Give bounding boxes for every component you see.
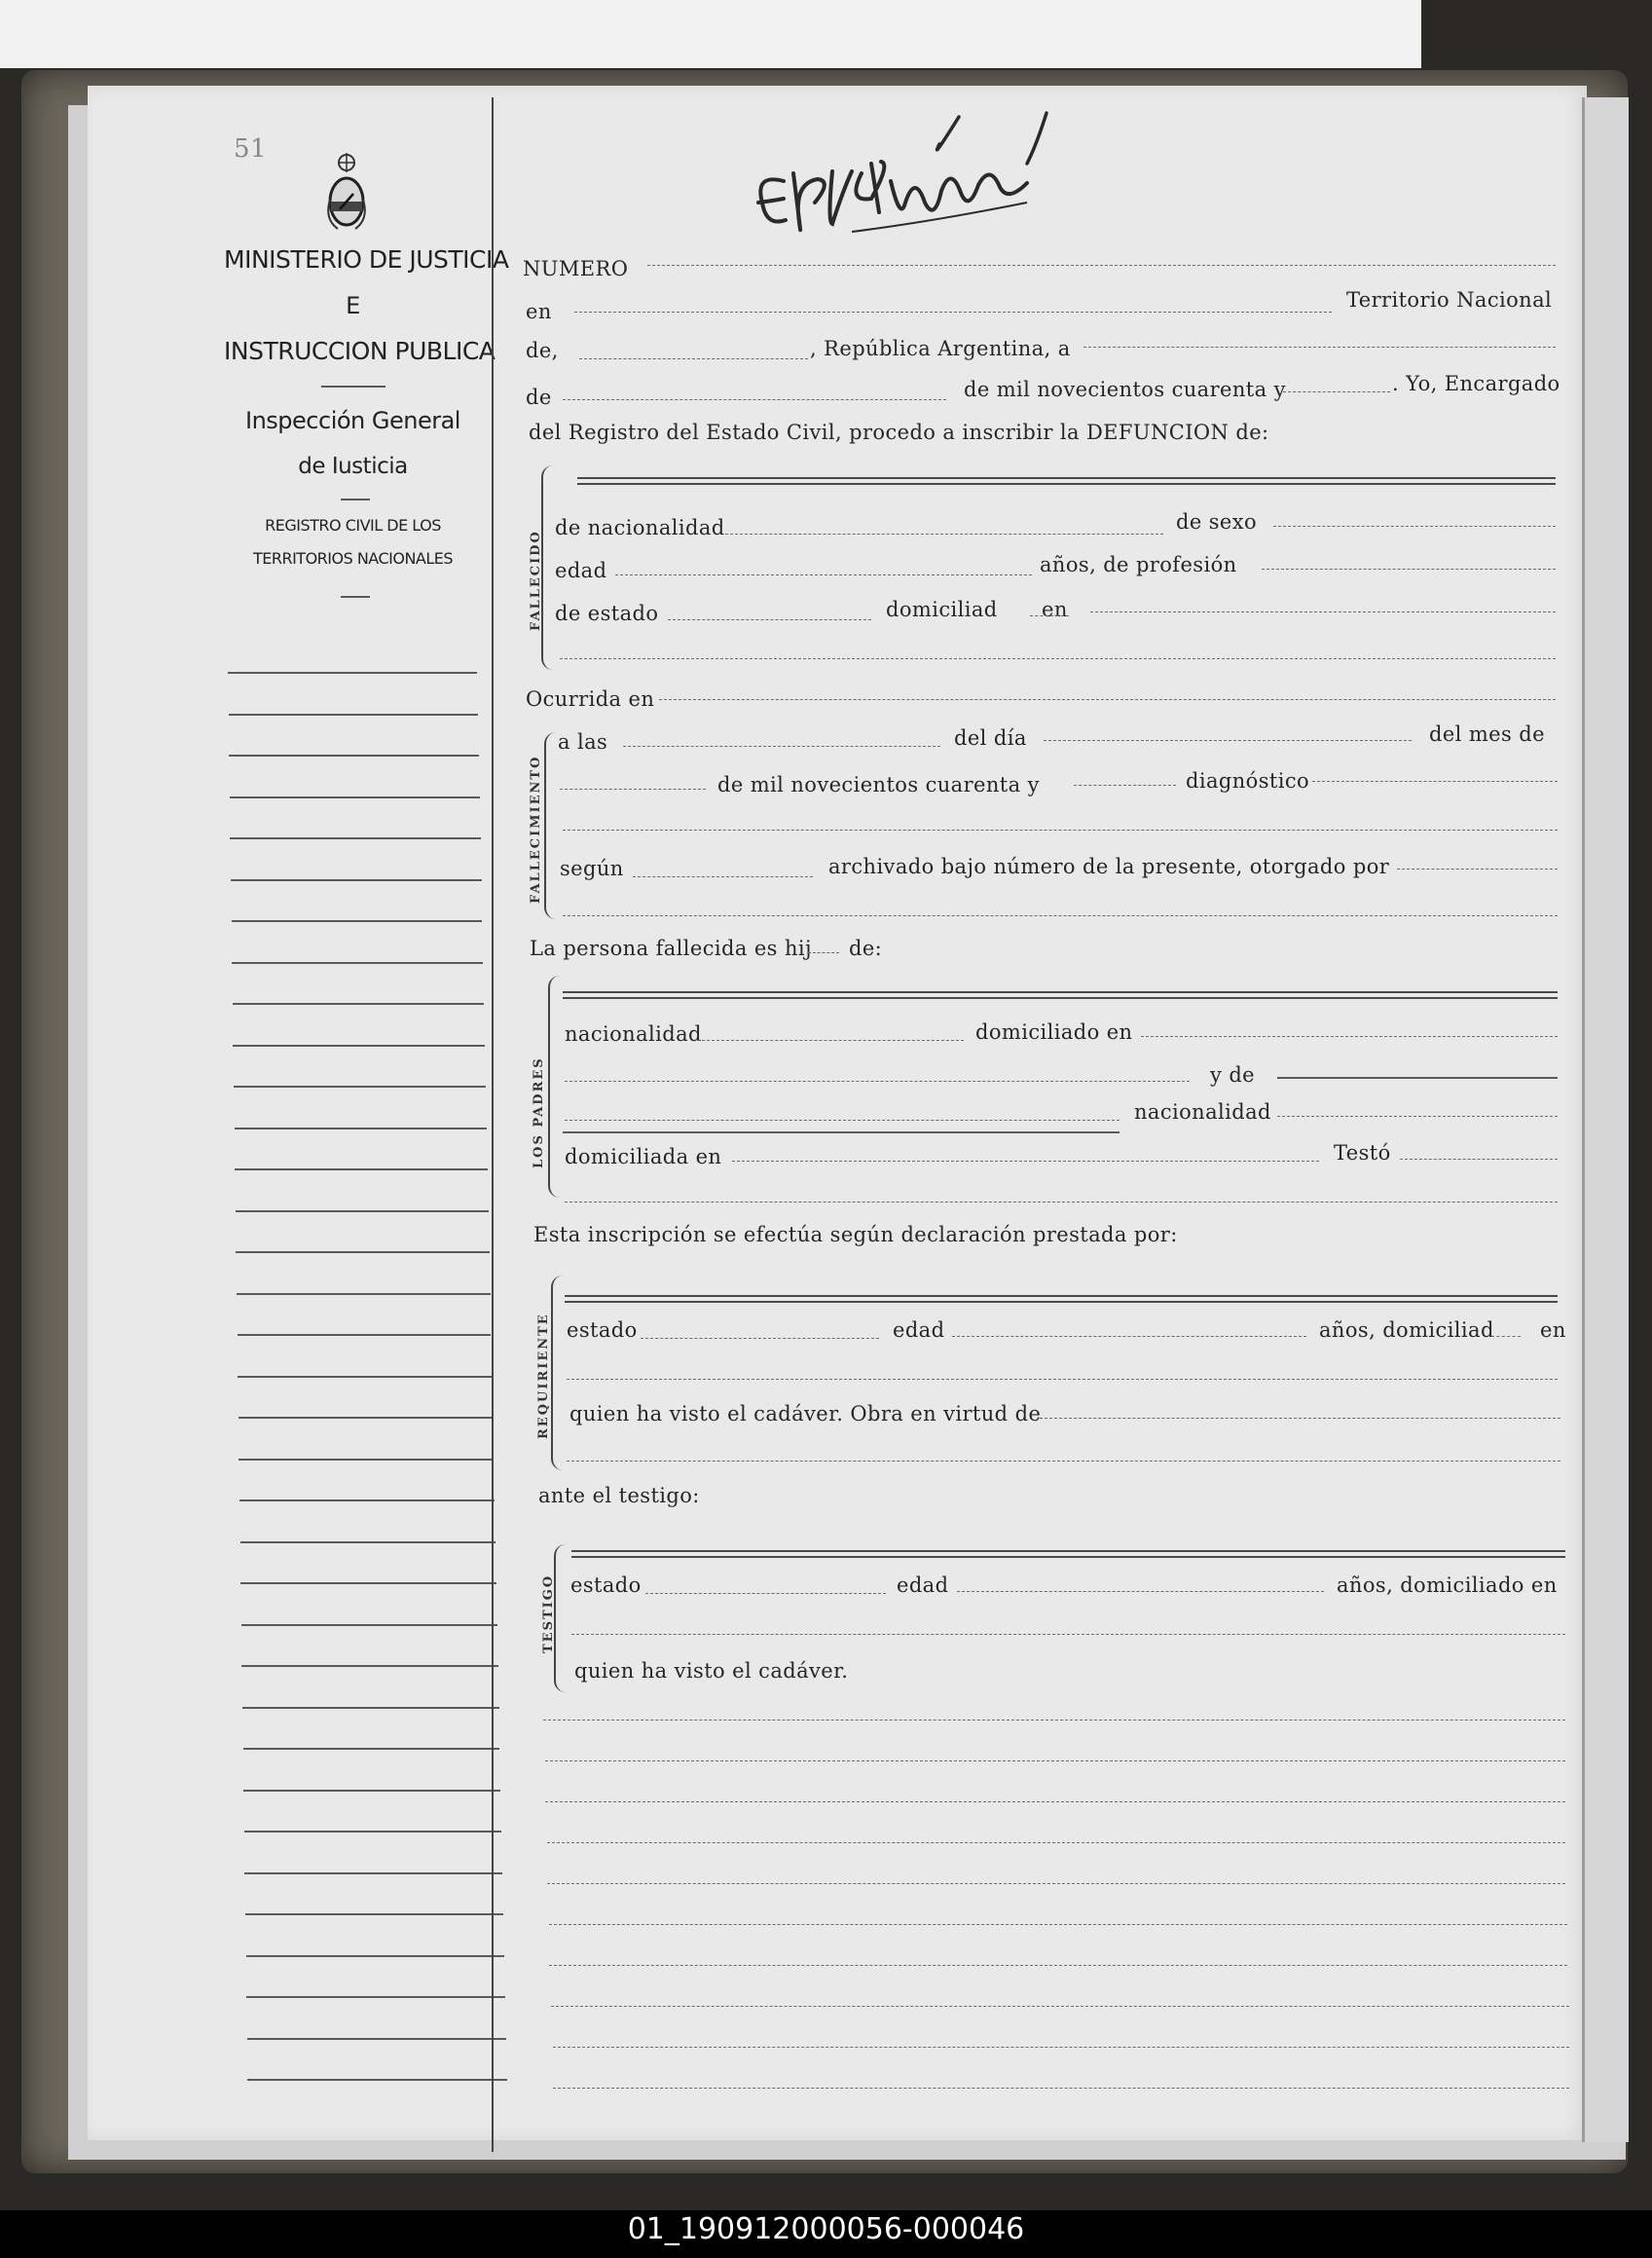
fill-line — [1040, 1418, 1560, 1419]
de-mil-label: de mil novecientos cuarenta y — [717, 773, 1040, 796]
fill-line — [551, 2006, 1569, 2007]
quien-ha-visto-label: quien ha visto el cadáver. — [574, 1659, 849, 1683]
margin-line — [233, 1045, 485, 1047]
fill-line — [545, 1760, 1565, 1761]
testo-label: Testó — [1334, 1141, 1391, 1165]
handwritten-signature — [735, 105, 1076, 261]
en-label: en — [526, 300, 552, 323]
fill-line — [574, 312, 1332, 313]
fill-line — [571, 1550, 1565, 1558]
fill-line — [659, 699, 1556, 700]
margin-line — [236, 1251, 489, 1253]
margin-line — [241, 1665, 497, 1667]
margin-line — [230, 837, 480, 839]
fill-line — [577, 477, 1556, 485]
fill-line — [1083, 347, 1556, 348]
de-estado-label: de estado — [555, 602, 659, 625]
divider-rule — [341, 596, 370, 598]
section-label-requiriente: REQUIRIENTE — [536, 1313, 551, 1439]
fill-line — [547, 1883, 1565, 1884]
territorio-label: Territorio Nacional — [1346, 288, 1553, 312]
fill-line — [1141, 1036, 1558, 1037]
fill-line — [1277, 1116, 1558, 1117]
numero-label: NUMERO — [523, 257, 629, 280]
divider-rule — [321, 386, 385, 388]
fill-line — [1277, 1077, 1558, 1079]
yo-encargado-label: . Yo, Encargado — [1392, 372, 1560, 395]
segun-label: según — [560, 857, 624, 880]
margin-line — [229, 755, 479, 757]
margin-line — [230, 796, 480, 798]
fill-line — [623, 746, 940, 747]
domiciliado-en-label: domiciliado en — [975, 1020, 1133, 1044]
margin-line — [232, 962, 483, 964]
column-divider — [492, 97, 494, 2152]
fill-line — [1491, 1336, 1521, 1337]
fill-line — [1074, 785, 1176, 786]
page-number: 51 — [234, 134, 267, 164]
de-mil-label: de mil novecientos cuarenta y — [964, 378, 1286, 401]
fill-line — [697, 1040, 964, 1041]
fill-line — [725, 534, 1163, 535]
fill-line — [1044, 740, 1412, 741]
fill-line — [563, 1131, 1120, 1133]
margin-line — [241, 1624, 497, 1626]
domiciliad-label: domiciliad — [886, 598, 998, 621]
registry-line2: TERRITORIOS NACIONALES — [252, 549, 454, 568]
fill-line — [952, 1336, 1306, 1337]
fill-line — [563, 399, 946, 400]
ministry-line3: INSTRUCCION PUBLICA — [224, 337, 496, 365]
republica-label: , República Argentina, a — [810, 337, 1071, 360]
fill-line — [579, 358, 808, 359]
section-label-los-padres: LOS PADRES — [532, 1056, 546, 1168]
anos-profesion-label: años, de profesión — [1040, 553, 1237, 576]
de-sexo-label: de sexo — [1176, 510, 1258, 534]
fill-line — [565, 1295, 1558, 1303]
fill-line — [615, 574, 1032, 575]
margin-line — [234, 1086, 486, 1088]
section-label-fallecido: FALLECIDO — [529, 530, 543, 631]
estado-label: estado — [567, 1318, 638, 1342]
margin-line — [237, 1293, 491, 1295]
margin-line — [244, 1872, 502, 1874]
ministry-line1: MINISTERIO DE JUSTICIA — [224, 245, 509, 274]
inspection-line2: de Iusticia — [298, 454, 408, 479]
edad-label: edad — [893, 1318, 945, 1342]
divider-rule — [341, 499, 370, 500]
anos-domiciliado-en-label: años, domiciliado en — [1337, 1573, 1558, 1597]
fill-line — [567, 1379, 1558, 1380]
en-label: en — [1540, 1318, 1566, 1342]
ocurrida-en-label: Ocurrida en — [526, 687, 655, 711]
section-label-fallecimiento: FALLECIMIENTO — [529, 755, 543, 904]
fill-line — [1397, 869, 1558, 870]
ministry-line2: E — [346, 292, 360, 319]
quien-ha-visto-label: quien ha visto el cadáver. Obra en virtud de — [569, 1402, 1042, 1425]
fill-line — [565, 1120, 1120, 1121]
nacionalidad-label: nacionalidad — [1134, 1100, 1271, 1124]
margin-line — [235, 1128, 487, 1129]
margin-line — [245, 1913, 503, 1915]
fill-line — [1273, 526, 1556, 527]
archivado-label: archivado bajo número de la presente, otorgado por — [828, 855, 1390, 878]
fill-line — [645, 1593, 886, 1594]
de-label: de — [526, 386, 552, 409]
fill-line — [633, 876, 813, 877]
y-de-label: y de — [1210, 1063, 1256, 1087]
fill-line — [567, 1461, 1560, 1462]
registry-line1: REGISTRO CIVIL DE LOS — [265, 516, 441, 535]
margin-line — [240, 1582, 496, 1584]
fill-line — [549, 1924, 1567, 1925]
fill-line — [732, 1161, 1319, 1162]
nacionalidad-label: nacionalidad — [565, 1022, 702, 1046]
margin-line — [243, 1790, 500, 1792]
fill-line — [549, 1965, 1567, 1966]
fill-line — [641, 1338, 879, 1339]
diagnostico-label: diagnóstico — [1186, 769, 1310, 793]
fill-line — [1283, 391, 1390, 392]
margin-line — [244, 1831, 501, 1832]
fill-line — [543, 1720, 1565, 1721]
fill-line — [547, 1842, 1565, 1843]
ante-el-testigo-label: ante el testigo: — [538, 1484, 700, 1507]
background-paper — [0, 0, 1421, 68]
esta-inscripcion-label: Esta inscripción se efectúa según declaración prestada por: — [533, 1223, 1178, 1246]
margin-line — [246, 1996, 505, 1998]
fill-line — [563, 915, 1558, 916]
fill-line — [1312, 781, 1558, 782]
edad-label: edad — [897, 1573, 949, 1597]
de-colon-label: de: — [849, 937, 883, 960]
margin-line — [239, 1459, 494, 1461]
anos-domiciliad-label: años, domiciliad — [1319, 1318, 1494, 1342]
de-nacionalidad-label: de nacionalidad — [555, 516, 725, 539]
margin-line — [247, 2038, 506, 2040]
fill-line — [545, 1801, 1565, 1802]
margin-line — [243, 1748, 500, 1750]
del-registro-label: del Registro del Estado Civil, procedo a inscribir la DEFUNCION de: — [529, 421, 1269, 444]
margin-line — [238, 1376, 492, 1378]
margin-line — [233, 1003, 484, 1005]
page-edge-right — [1582, 97, 1629, 2142]
fill-line — [808, 952, 839, 953]
fill-line — [565, 1081, 1190, 1082]
margin-line — [240, 1541, 496, 1543]
fill-line — [1030, 615, 1069, 616]
fill-line — [560, 789, 706, 790]
fill-line — [1262, 569, 1556, 570]
edad-label: edad — [555, 559, 607, 582]
fill-line — [560, 658, 1556, 659]
section-label-testigo: TESTIGO — [541, 1573, 556, 1653]
margin-line — [229, 714, 478, 716]
margin-line — [228, 672, 477, 674]
fill-line — [1090, 611, 1556, 612]
fill-line — [553, 2088, 1569, 2089]
domiciliada-en-label: domiciliada en — [565, 1145, 722, 1168]
estado-label: estado — [570, 1573, 642, 1597]
margin-line — [235, 1168, 488, 1170]
section-brace — [554, 1544, 566, 1692]
margin-line — [231, 879, 482, 881]
fill-line — [563, 830, 1558, 831]
inspection-line1: Inspección General — [245, 407, 460, 434]
margin-line — [247, 2079, 506, 2081]
section-brace — [548, 976, 560, 1198]
image-identifier: 01_190912000056-000046 — [627, 2212, 1025, 2246]
fill-line — [647, 265, 1556, 266]
de-comma-label: de, — [526, 339, 559, 362]
del-dia-label: del día — [954, 726, 1027, 750]
coat-of-arms-icon — [324, 151, 369, 235]
fill-line — [571, 1634, 1565, 1635]
margin-line — [242, 1707, 499, 1709]
persona-fallecida-label: La persona fallecida es hij — [530, 937, 812, 960]
section-brace — [541, 465, 553, 670]
en-label: en — [1042, 598, 1068, 621]
margin-line — [232, 920, 483, 922]
margin-line — [246, 1955, 504, 1957]
fill-line — [957, 1591, 1324, 1592]
del-mes-de-label: del mes de — [1429, 722, 1545, 746]
fill-line — [563, 991, 1558, 999]
fill-line — [565, 1202, 1558, 1203]
fill-line — [553, 2047, 1569, 2048]
fill-line — [668, 619, 871, 620]
section-brace — [551, 1276, 563, 1470]
margin-line — [239, 1417, 493, 1419]
a-las-label: a las — [558, 730, 608, 754]
section-brace — [544, 732, 556, 919]
fill-line — [1400, 1159, 1558, 1160]
margin-line — [236, 1210, 489, 1212]
margin-line — [238, 1334, 492, 1336]
margin-line — [239, 1499, 495, 1501]
